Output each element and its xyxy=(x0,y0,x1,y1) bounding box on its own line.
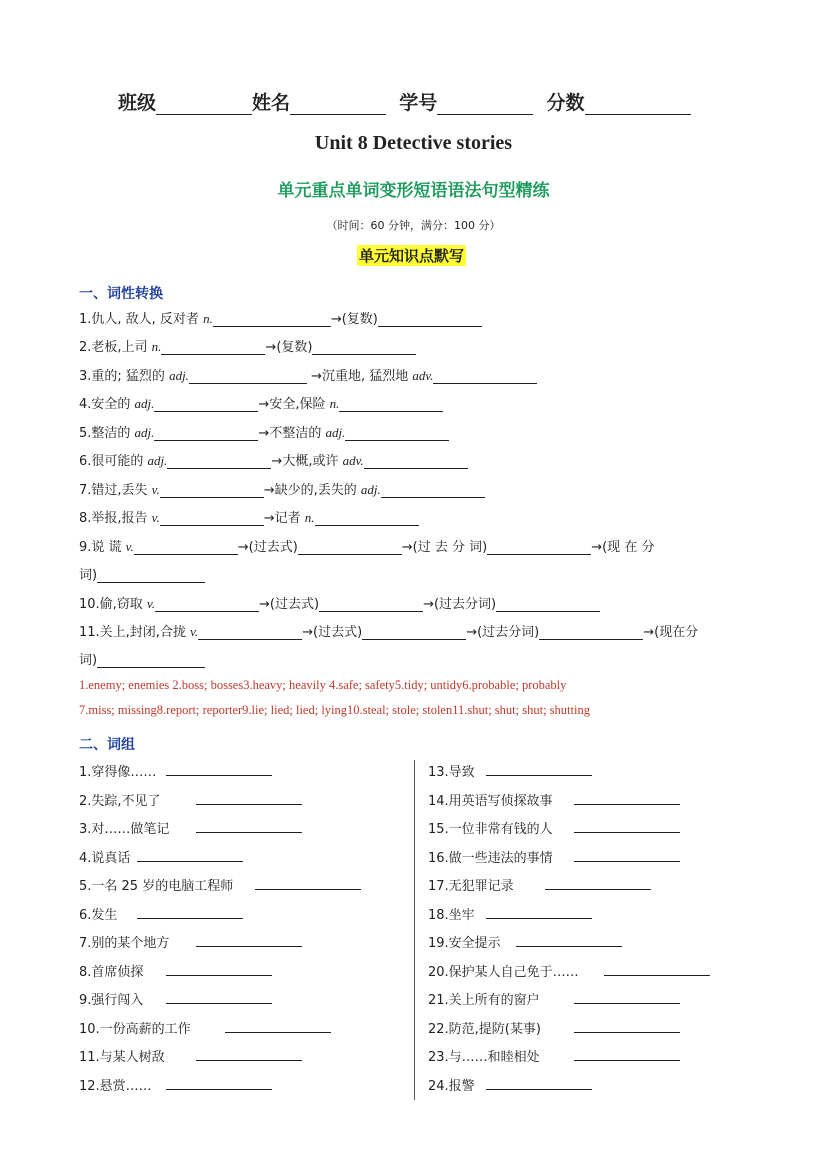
phrase-label: 19.安全提示 xyxy=(428,936,501,951)
phrase-label: 6.发生 xyxy=(79,907,118,923)
time-note: （时间：60 分钟，满分：100 分） xyxy=(326,219,501,232)
answer-blank[interactable] xyxy=(319,597,423,612)
answer-blank[interactable] xyxy=(312,340,416,355)
phrase-label: 12.悬赏…… xyxy=(79,1078,152,1094)
answer-blank[interactable] xyxy=(378,312,482,327)
phrase-label: 10.一份高薪的工作 xyxy=(79,1021,191,1037)
answer-blank[interactable] xyxy=(134,540,238,555)
score-label: 分数 xyxy=(546,92,585,114)
list-item: 3.重的; 猛烈的 adj. →沉重地, 猛烈地 adv. xyxy=(79,365,537,384)
number-blank[interactable] xyxy=(437,94,533,115)
answer-blank[interactable] xyxy=(381,483,485,498)
section-title: 单元知识点默写 xyxy=(359,247,465,265)
list-item: 1.仇人, 敌人, 反对者 n. →(复数) xyxy=(79,308,482,327)
column-divider xyxy=(414,760,415,1100)
answer-blank[interactable] xyxy=(198,625,302,640)
phrase-label: 1.穿得像…… xyxy=(79,765,157,780)
list-item xyxy=(428,847,553,866)
list-item xyxy=(79,875,233,894)
name-label: 姓名 xyxy=(252,92,291,114)
list-item xyxy=(79,904,117,923)
phrase-label: 2.失踪,不见了 xyxy=(79,793,161,809)
list-item xyxy=(79,761,156,780)
list-item xyxy=(428,818,553,837)
list-item xyxy=(79,932,169,951)
answer-blank[interactable] xyxy=(137,847,243,862)
answer-blank[interactable] xyxy=(545,875,651,890)
answer-blank[interactable] xyxy=(166,989,272,1004)
answer-blank[interactable] xyxy=(539,625,643,640)
answer-key-line: 1.enemy; enemies 2.boss; bosses3.heavy; heavily 4.safe; safety5.tidy; untidy6.probable; probably xyxy=(79,678,567,692)
answer-blank[interactable] xyxy=(166,761,272,776)
answer-blank[interactable] xyxy=(161,340,265,355)
list-item xyxy=(79,818,169,837)
answer-blank[interactable] xyxy=(486,761,592,776)
student-info-header xyxy=(118,88,691,115)
answer-blank[interactable] xyxy=(97,653,205,668)
answer-blank[interactable] xyxy=(574,1018,680,1033)
list-item: 6.很可能的 adj. →大概,或许 adv. xyxy=(79,450,468,469)
phrase-label: 7.别的某个地方 xyxy=(79,936,170,951)
answer-blank[interactable] xyxy=(345,426,449,441)
answer-blank[interactable] xyxy=(213,312,331,327)
answer-blank[interactable] xyxy=(486,904,592,919)
answer-blank[interactable] xyxy=(604,961,710,976)
list-item xyxy=(79,1075,152,1094)
list-item: 5.整洁的 adj. →不整洁的 adj. xyxy=(79,422,449,441)
answer-blank[interactable] xyxy=(167,454,271,469)
score-blank[interactable] xyxy=(585,94,691,115)
answer-blank[interactable] xyxy=(486,1075,592,1090)
answer-blank[interactable] xyxy=(225,1018,331,1033)
list-item: 11.关上,封闭,合拢 v. →(过去式) →(过去分词) →(现在分 xyxy=(79,624,699,640)
answer-blank[interactable] xyxy=(516,932,622,947)
number-label: 学号 xyxy=(399,92,438,114)
phrase-label: 14.用英语写侦探故事 xyxy=(428,793,553,809)
list-item xyxy=(428,961,579,980)
part2-heading: 二、词组 xyxy=(79,737,135,753)
phrase-label: 22.防范,提防(某事) xyxy=(428,1021,541,1037)
list-item xyxy=(428,790,553,809)
list-item xyxy=(428,932,501,951)
phrase-label: 13.导致 xyxy=(428,765,475,780)
answer-key-line: 7.miss; missing8.report; reporter9.lie; lied; lied; lying10.steal; stole; stolen11.shut; shut; shut; shutting xyxy=(79,703,590,717)
phrase-label: 18.坐牢 xyxy=(428,907,475,923)
answer-blank[interactable] xyxy=(189,369,307,384)
answer-blank[interactable] xyxy=(574,1046,680,1061)
list-item xyxy=(79,847,130,866)
phrase-label: 20.保护某人自己免于…… xyxy=(428,964,579,980)
answer-blank[interactable] xyxy=(433,369,537,384)
class-label: 班级 xyxy=(118,92,157,114)
list-item: 词) xyxy=(79,564,205,583)
page-title: Unit 8 Detective stories xyxy=(314,132,513,154)
phrase-label: 23.与……和睦相处 xyxy=(428,1050,540,1065)
answer-blank[interactable] xyxy=(364,454,468,469)
answer-blank[interactable] xyxy=(574,989,680,1004)
list-item xyxy=(428,1046,540,1065)
class-blank[interactable] xyxy=(156,94,252,115)
list-item xyxy=(428,1018,541,1037)
answer-blank[interactable] xyxy=(196,790,302,805)
answer-blank[interactable] xyxy=(154,397,258,412)
answer-blank[interactable] xyxy=(154,426,258,441)
answer-blank[interactable] xyxy=(255,875,361,890)
answer-blank[interactable] xyxy=(196,818,302,833)
answer-blank[interactable] xyxy=(574,847,680,862)
list-item: 词) xyxy=(79,649,205,668)
phrase-label: 4.说真话 xyxy=(79,850,131,866)
list-item xyxy=(79,1018,191,1037)
answer-blank[interactable] xyxy=(196,1046,302,1061)
answer-blank[interactable] xyxy=(137,904,243,919)
answer-blank[interactable] xyxy=(160,511,264,526)
answer-blank[interactable] xyxy=(155,597,259,612)
list-item xyxy=(79,1046,165,1065)
phrase-label: 3.对……做笔记 xyxy=(79,822,170,837)
list-item xyxy=(79,790,161,809)
phrase-label: 15.一位非常有钱的人 xyxy=(428,822,553,837)
answer-blank[interactable] xyxy=(362,625,466,640)
list-item xyxy=(79,961,143,980)
answer-blank[interactable] xyxy=(574,818,680,833)
part1-heading: 一、词性转换 xyxy=(79,286,163,302)
answer-blank[interactable] xyxy=(160,483,264,498)
list-item: 7.错过,丢失 v. →缺少的,丢失的 adj. xyxy=(79,479,485,498)
list-item: 10.偷,窃取 v. →(过去式) →(过去分词) xyxy=(79,593,600,612)
phrase-label: 16.做一些违法的事情 xyxy=(428,850,553,866)
phrase-label: 17.无犯罪记录 xyxy=(428,879,514,894)
list-item xyxy=(428,761,475,780)
answer-blank[interactable] xyxy=(487,540,591,555)
answer-blank[interactable] xyxy=(166,1075,272,1090)
answer-blank[interactable] xyxy=(496,597,600,612)
list-item: 2.老板,上司 n. →(复数) xyxy=(79,336,416,355)
list-item xyxy=(428,989,540,1008)
phrase-label: 24.报警 xyxy=(428,1078,475,1094)
phrase-label: 21.关上所有的窗户 xyxy=(428,993,540,1008)
list-item: 9.说 谎 v. →(过去式) →(过 去 分 词) →(现 在 分 xyxy=(79,539,655,555)
list-item xyxy=(428,1075,475,1094)
answer-blank[interactable] xyxy=(339,397,443,412)
answer-blank[interactable] xyxy=(196,932,302,947)
answer-blank[interactable] xyxy=(298,540,402,555)
answer-blank[interactable] xyxy=(315,511,419,526)
phrase-label: 8.首席侦探 xyxy=(79,964,144,980)
list-item xyxy=(428,904,475,923)
phrase-label: 5.一名 25 岁的电脑工程师 xyxy=(79,879,234,894)
list-item: 4.安全的 adj. →安全,保险 n. xyxy=(79,393,443,412)
phrase-label: 9.强行闯入 xyxy=(79,993,144,1008)
list-item xyxy=(79,989,143,1008)
name-blank[interactable] xyxy=(290,94,386,115)
page-subtitle: 单元重点单词变形短语语法句型精练 xyxy=(277,181,550,201)
answer-blank[interactable] xyxy=(97,568,205,583)
list-item: 8.举报,报告 v. →记者 n. xyxy=(79,507,419,526)
answer-blank[interactable] xyxy=(574,790,680,805)
list-item xyxy=(428,875,514,894)
phrase-label: 11.与某人树敌 xyxy=(79,1050,165,1065)
answer-blank[interactable] xyxy=(166,961,272,976)
